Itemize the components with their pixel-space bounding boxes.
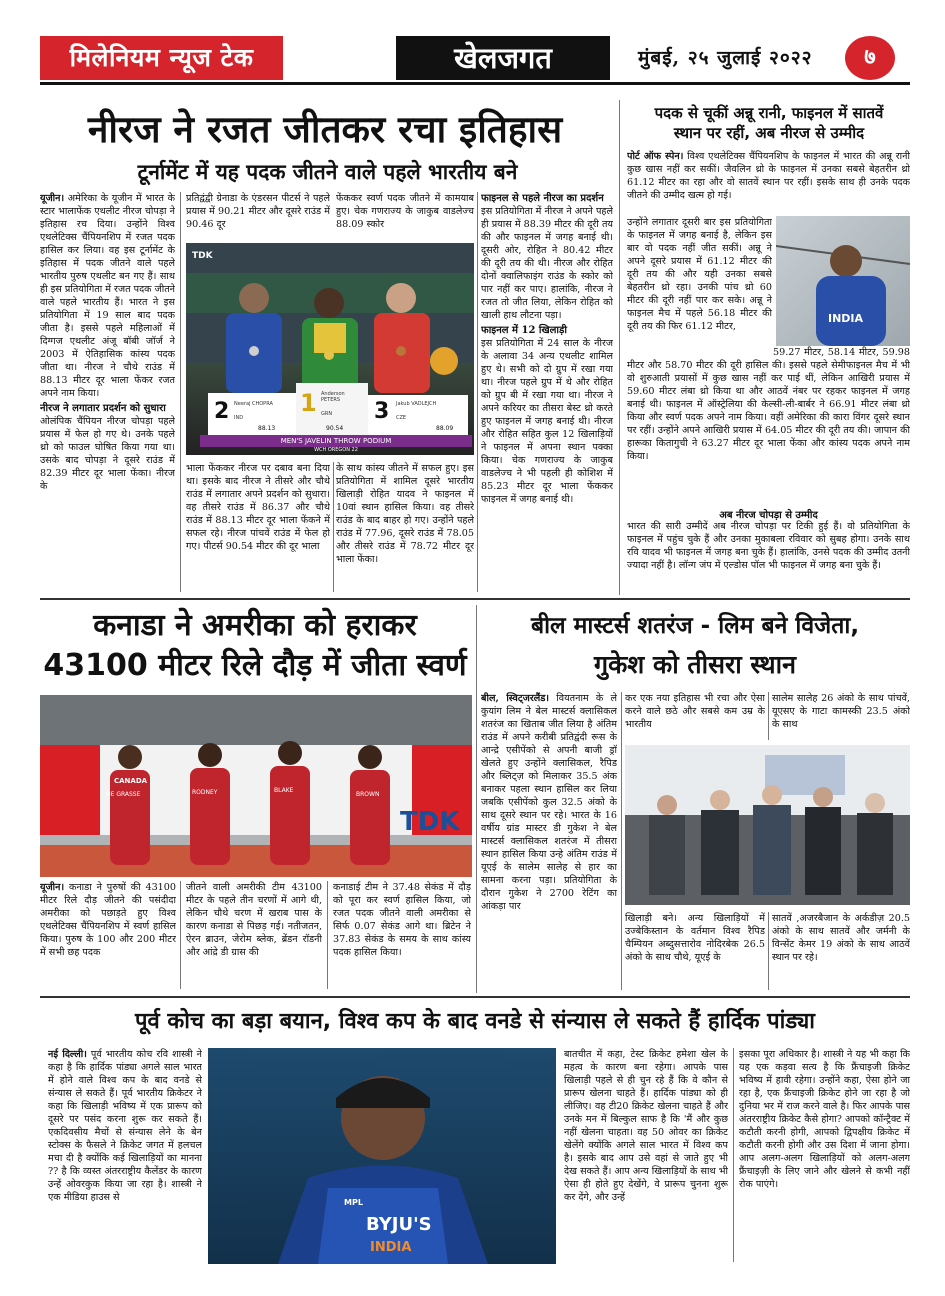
neeraj-col1-subhead: नीरज ने लगातार प्रदर्शन को सुधारा — [40, 403, 166, 414]
chess-illustration — [625, 745, 910, 905]
neeraj-col4-subhead2: फाइनल में 12 खिलाड़ी — [481, 325, 567, 336]
podium-banner: MEN'S JAVELIN THROW PODIUM — [280, 437, 392, 445]
neeraj-col2-top: प्रतिद्वंद्वी ग्रेनाडा के एंडरसन पीटर्स ने पहले प्रयास में 90.21 मीटर और दूसरे राउंड में 90.46 दूर — [186, 193, 330, 230]
chess-dateline: बील, स्विट्जरलैंड। — [481, 693, 550, 704]
column-divider — [477, 192, 478, 592]
chess-col3-bottom: सातवें ,अजरबैजान के अर्कडीज़ 20.5 अंको के साथ सातवें और जर्मनी के विन्सेंट केमर 19 अंको के साथ आठवें स्थान पर रहे। — [772, 913, 910, 963]
chess-winners-photo — [625, 745, 910, 905]
section-divider — [40, 996, 910, 998]
column-divider — [327, 881, 328, 989]
podium-score-2: 88.13 — [258, 425, 276, 432]
page-number: ७ — [845, 36, 895, 80]
annu-photo — [776, 216, 910, 346]
annu-dateline: पोर्ट ऑफ स्पेन। — [627, 151, 684, 162]
neeraj-col1-text2: ओलंपिक चैंपियन नीरज चोपड़ा पहले प्रयास में फेल हो गए थे। उनके पहले थ्रो को फाउल घोषित किया गया था। उसके बाद चोपड़ा ने दूसरे राउंड में 82.39 मीटर दूर भाला फेंका। नीरज के — [40, 416, 175, 492]
canada-bib-2: RODNEY — [192, 789, 218, 796]
chess-col1 — [481, 692, 617, 992]
paper-name: मिलेनियम न्यूज टेक — [40, 36, 283, 80]
annu-top — [627, 150, 910, 215]
column-divider — [733, 1048, 734, 1262]
neeraj-col4-text: इस प्रतियोगिता में नीरज ने अपने पहले ही प्रयास में 88.39 मीटर की दूरी तय की और फाइनल में जगह बनाई थी। दूसरी ओर, रोहित ने 80.42 मीटर की दूरी तय की थी। नीरज और रोहित दोनों क्वालिफाइंग राउंड के स्कोर को पार नहीं कर पाए। हालांकि, नीरज ने रजत तो जीत लिया, लेकिन रोहित को खाली हाथ लौटना पड़ा। — [481, 206, 613, 321]
column-divider — [621, 692, 622, 990]
podium-name-3: Jakub VADLEJCH — [396, 401, 437, 407]
canada-col2: जीतने वाली अमरीकी टीम 43100 मीटर के पहले तीन चरणों में आगे थी, लेकिन चौथे चरण में खराब पास के कारण कनाडा से पिछड़ गई। नतीजतन, ऐरन ब्राउन, जेरोम ब्लेक, ब्रेंडन रॉडनी और आंद्रे डी ग्रास की — [186, 882, 322, 958]
chess-col3-top: सालेम सालेह 26 अंको के साथ पांचवें, यूएसए के गाटा कामस्की 23.5 अंको के साथ — [772, 693, 910, 730]
canada-team-label: CANADA — [114, 777, 148, 785]
masthead — [40, 36, 910, 84]
neeraj-col4-text2: इस प्रतियोगिता में 24 साल के नीरज के अलावा 34 अन्य एथलीट शामिल हुए थे। सभी को दो ग्रुप में रखा गया था। नीरज पहले ग्रुप में थे और रोहित को ग्रुप बी में रखा गया था। नीरज ने अपने करियर का तीसरा बेस्ट थ्रो करते हुए फाइनल में जगह बनाई थी। नीरज और रोहित सहित कुल 12 खिलाड़ियों ने फाइनल में अपना स्थान पक्का किया। चेक गणराज्य के जाकुब वाडलेज्च ने भी पहली ही कोशिश में 85.23 मीटर दूर भाला फेंककर फाइनल में जगह बनाई थी। — [481, 338, 613, 505]
neeraj-col2-bottom: भाला फेंककर नीरज पर दबाव बना दिया था। इसके बाद नीरज ने तीसरे और चौथे राउंड में लगातार अपने प्रदर्शन को सुधारा। वह तीसरे राउंड में 86.37 और चौथे राउंड में 88.13 मीटर दूर भाला फेंकने में सफल रहे। नीरज पांचवें राउंड में फेल हो गए। पीटर्स 90.54 मीटर की दूर भाला — [186, 463, 330, 552]
neeraj-col3-bottom: के साथ कांस्य जीतने में सफल हुए। इस प्रतियोगिता में शामिल दूसरे भारतीय खिलाड़ी रोहित यादव ने फाइनल में 10वां स्थान हासिल किया। वह तीसरे राउंड के बाद बाहर हो गए। उन्होंने पहले राउंड में 77.96, दूसरे राउंड में 78.05 और तीसरे राउंड में 78.72 मीटर दूर भाला फेंका। — [336, 463, 474, 565]
canada-headline-line1: कनाडा ने अमरीका को हराकर — [93, 608, 417, 643]
neeraj-col1-text: अमेरिका के यूजीन में भारत के स्टार भालाफेंक एथलीट नीरज चोपड़ा ने इतिहास रच दिया। उन्होंने विश्व एथलेटिक्स चैंपियनशिप में रजत पदक हासिल कर लिया। वह इस टूर्नामेंट के इतिहास में पदक जीतने वाले पहले भारतीय पुरुष एथलीट बन गए हैं। साथ ही इस प्रतियोगिता में रजत पदक जीतने वाले पहले भारतीय हैं। भारत ने इस प्रतियोगिता में 19 साल बाद पदक जीता है। इससे पहले महिलाओं में दिग्गज एथलीट अंजू बॉबी जॉर्ज ने 2003 में ऐतिहासिक कांस्य पदक जीता था। नीरज ने चौथे राउंड में 88.13 मीटर दूर भाला फेंकर रजत अपने नाम किया। — [40, 193, 175, 399]
column-divider — [619, 100, 620, 595]
chess-col1-text: वियतनाम के ले कुयांग लिम ने बेल मास्टर्स क्लासिकल शतरंज का खिताब जीत लिया है अंतिम राउंड में अपने करीबी प्रतिद्वंदी रूस के आन्द्रे एसीपेंको से अपनी बाजी ड्रॉ खेलते हुए उन्होंने क्लासिकल, रैपिड और ब्लिट्ज़ को मिलाकर 35.5 अंक बनाकर पहला स्थान हासिल कर लिया जबकि एसीपेंको कुल 32.5 अंको के साथ दूसरे स्थान पर रहे। भारत के 16 वर्षीय ग्रांड मास्टर डी गुकेश ने बेल मास्टर्स क्लासिकल शतरंज में तीसरा स्थान हासिल किया उन्हे अंतिम राउंड में यूएई के सालेम सालेह से हार का सामना करना पड़ा। प्रतियोगिता के दौरान गुकेश ने 2700 रेटिंग का आंकड़ा पार — [481, 693, 617, 912]
podium-rank-1: 1 — [300, 389, 317, 417]
pandya-col1 — [48, 1048, 202, 1264]
pandya-col1-text: पूर्व भारतीय कोच रवि शास्त्री ने कहा है कि हार्दिक पांड्या अगले साल भारत में होने वाले विश्व कप के बाद वनडे से संन्यास ले सकते हैं। पूर्व भारतीय क्रिकेटर ने कहा कि खिलाड़ी भविष्य में एक प्रारूप को दूसरे पर पसंद करना शुरू कर सकते हैं। एकदिवसीय मैचों से संन्यास लेने के बेन स्टोक्स के फैसले ने क्रिकेट जगत में हलचल मचा दी है क्योंकि कई खिलाड़ियों का मानना ?? है कि व्यस्त अंतरराष्ट्रीय कैलेंडर के कारण उन्हें ओवरकुक किया जा रहा है। शास्त्री ने एक मीडिया हाउस से — [48, 1049, 202, 1203]
annu-headline-line1: पदक से चूकीं अन्नू रानी, फाइनल में सातवें — [654, 104, 884, 122]
podium-rank-3: 3 — [374, 399, 390, 424]
annu-bib: INDIA — [828, 312, 864, 325]
annu-subhead: अब नीरज चोपड़ा से उम्मीद — [719, 510, 818, 521]
neeraj-col1 — [40, 192, 175, 587]
neeraj-podium-photo — [186, 243, 474, 455]
canada-relay-photo — [40, 695, 472, 877]
canada-bib-3: BLAKE — [274, 787, 294, 794]
column-divider — [768, 912, 769, 990]
annu-headline — [624, 103, 914, 143]
chess-col2-top: कर एक नया इतिहास भी रचा और ऐसा करने वाले छठे और सबसे कम उम्र के भारतीय — [625, 693, 765, 730]
annu-text-full: 59.27 मीटर, 58.14 मीटर, 59.98 मीटर और 58.70 मीटर की दूरी हासिल की। इससे पहले सेमीफाइनल मैच में भी वो शुरुआती प्रयासों में कुछ खास नहीं कर पाई थीं, लेकिन आखिरी प्रयास में 59.60 मीटर लंबा थ्रो किया था और आठवें नंबर पर रहकर फाइनल में जगह बनाई थी। फाइनल में ऑस्ट्रेलिया की केल्सी-ली-बार्बर ने 66.91 मीटर लंबा थ्रो किया और स्वर्ण पदक अपने नाम किया। वहीं अमेरिका की कारा विंगर दूसरे स्थान पर रहीं। उन्होंने अपने आखिरी प्रयास में 64.05 मीटर की दूरी तय की। जापान की हारूका कितागुची ने 63.27 मीटर दूर भाला फेंका और कांस्य पदक अपने नाम किया। — [627, 347, 910, 462]
pandya-photo — [208, 1048, 556, 1264]
column-divider — [333, 462, 334, 592]
annu-headline-line2: स्थान पर रहीं, अब नीरज से उम्मीद — [673, 124, 865, 142]
section-title: खेलजगत — [396, 36, 610, 80]
chess-headline-line2: गुकेश को तीसरा स्थान — [594, 650, 796, 679]
annu-text-end: भारत की सारी उम्मीदें अब नीरज चोपड़ा पर टिकी हुई हैं। वो प्रतियोगिता के फाइनल में पहुंच चुके हैं और उनका मुकाबला रविवार को सुबह होगा। उनके साथ रवि यादव भी फाइनल में जगह बना चुके हैं। हालांकि, उनसे पदक की उम्मीद उतनी ज्यादा नहीं है। लॉन्ग जंप में एल्डोस पॉल भी फाइनल में जगह बना चुके हैं। — [627, 521, 910, 571]
canada-dateline: यूजीन। — [40, 882, 65, 893]
pandya-kit-logo: MPL — [344, 1198, 363, 1207]
canada-col1 — [40, 881, 176, 991]
column-divider — [180, 881, 181, 989]
canada-col3: कनाडाई टीम ने 37.48 सेकंड में दौड़ को पूरा कर स्वर्ण हासिल किया, जो रजत पदक जीतने वाली अमरीका से सिर्फ 0.07 सेकंड आगे था। ब्रिटेन ने 37.83 सेकंड के समय के साथ कांस्य पदक हासिल किया। — [333, 882, 471, 958]
podium-country-1: GRN — [321, 411, 333, 417]
chess-headline-line1: बील मास्टर्स शतरंज - लिम बने विजेता, — [530, 613, 860, 639]
canada-sponsor: TDK — [400, 807, 460, 837]
pandya-dateline: नई दिल्ली। — [48, 1049, 87, 1060]
pandya-headline: पूर्व कोच का बड़ा बयान, विश्व कप के बाद वनडे से संन्यास ले सकते हैं हार्दिक पांड्या — [135, 1009, 815, 1034]
chess-col2-bottom: खिलाड़ी बने। अन्य खिलाड़ियों में उज्बेकिस्तान के वर्तमान विश्व रैपिड चैम्पियन अब्दुसत्तारोव नोदिरबेक 26.5 अंको के साथ चौथे, यूएई के — [625, 913, 765, 963]
masthead-rule — [40, 82, 910, 85]
column-divider — [180, 192, 181, 592]
annu-text-left: उन्होंने लगातार दूसरी बार इस प्रतियोगिता के फाइनल में जगह बनाई है, लेकिन इस बार वो पदक नहीं जीत सकीं। अन्नू ने अपने दूसरे प्रयास में 61.12 मीटर की दूरी तय की और यही उनका सबसे बेहतरीन थ्रो रहा। उनकी पांच थ्रो 60 मीटर की दूरी नहीं पार कर सके। अन्नू ने फाइनल मैच में पहले 56.18 मीटर की दूरी तय की फिर 61.12 मीटर, — [627, 217, 772, 332]
podium-name-1: Anderson PETERS — [321, 391, 345, 403]
neeraj-col4 — [481, 192, 613, 592]
section-divider — [40, 598, 910, 600]
pandya-team: INDIA — [370, 1240, 412, 1255]
annu-text-top: विश्व एथलेटिक्स चैंपियनशिप के फाइनल में भारत की अन्नू रानी कुछ खास नहीं कर सकीं। जैवलिन थ्रो के फाइनल में उनका सबसे बेहतरीन थ्रो 61.12 मीटर का रहा और वो सातवें स्थान पर रहीं। इसके साथ ही उनके पदक जीतने की उम्मीद खत्म हो गई। — [627, 151, 910, 201]
issue-date: मुंबई, २५ जुलाई २०२२ — [638, 47, 813, 69]
canada-headline-line2: 43100 मीटर रिले दौड़ में जीता स्वर्ण — [43, 648, 467, 683]
canada-headline — [40, 606, 470, 686]
canada-col1-text: कनाडा ने पुरुषों की 43100 मीटर रिले दौड़ जीतने की पसंदीदा अमरीका को पछाड़ते हुए विश्व एथलेटिक्स चैंपियनशिप में स्वर्ण हासिल किया। पुरुष के 100 और 200 मीटर में सभी छह पदक — [40, 882, 176, 958]
pandya-col3: इसका पूरा अधिकार है। शास्त्री ने यह भी कहा कि यह एक कड़वा सत्य है कि फ्रैंचाइजी क्रिकेट भविष्य में हावी रहेगा। उन्होंने कहा, ऐसा होने जा रहा है, एक फ्रैंचाइजी क्रिकेट होने जा रहा है जो दुनिया भर में राज करने वाले है। फिर आपके पास अंतरराष्ट्रीय क्रिकेट कैसे होगा? आपको कॉन्ट्रैक्ट में कटौती करनी होगी, आपको द्विपक्षीय क्रिकेट में कटौती करनी होगी और उस दिशा में जाना होगा। आप अलग-अलग खिलाड़ियों को अलग-अलग फ्रैंचाइज़ी के लिए जाने और खेलने से कभी नहीं रोक पाएंगे। — [739, 1049, 910, 1190]
podium-board: TDK — [192, 251, 213, 261]
column-divider — [476, 605, 477, 993]
canada-bib-1: DE GRASSE — [106, 791, 141, 798]
neeraj-col4-subhead: फाइनल से पहले नीरज का प्रदर्शन — [481, 193, 604, 204]
pandya-sponsor: BYJU'S — [366, 1214, 432, 1235]
pandya-col2: बातचीत में कहा, टेस्ट क्रिकेट हमेशा खेल के महत्व के कारण बना रहेगा। आपके पास खिलाड़ी पहले से ही चुन रहे हैं कि वे कौन से प्रारूप खेलना चाहते हैं। हार्दिक पांड्या को ही लीजिए। वह टी20 क्रिकेट खेलना चाहते हैं और उनके मन में बिल्कुल साफ है कि 'मैं और कुछ नहीं खेलना चाहता। वह 50 ओवर का क्रिकेट खेलेंगे क्योंकि अगले साल भारत में विश्व कप है। इसके बाद आप उसे वहां से जाते हुए भी देख सकते हैं। आप अन्य खिलाड़ियों के साथ भी ऐसा ही होते हुए देखेंगे, वे प्रारूप चुनना शुरू कर देंगे, और उन्हें — [564, 1049, 728, 1203]
podium-event: WCH OREGON 22 — [314, 447, 358, 453]
canada-illustration — [40, 695, 472, 877]
podium-country-3: CZE — [396, 415, 407, 421]
podium-rank-2: 2 — [214, 399, 230, 424]
podium-score-3: 88.09 — [436, 425, 454, 432]
podium-score-1: 90.54 — [326, 425, 344, 432]
neeraj-dateline: यूजीन। — [40, 193, 65, 204]
podium-country-2: IND — [234, 415, 244, 421]
chess-headline — [480, 606, 910, 684]
podium-name-2: Neeraj CHOPRA — [234, 401, 273, 407]
annu-illustration — [776, 216, 910, 346]
column-divider — [768, 692, 769, 740]
canada-bib-4: BROWN — [356, 791, 380, 798]
neeraj-col3-top: फेंककर स्वर्ण पदक जीतने में कामयाब हुए। चेक गणराज्य के जाकुब वाडलेज्च 88.09 स्कोर — [336, 193, 474, 230]
neeraj-subheadline: टूर्नामेंट में यह पदक जीतने वाले पहले भारतीय बने — [137, 159, 518, 184]
neeraj-headline: नीरज ने रजत जीतकर रचा इतिहास — [87, 108, 563, 151]
